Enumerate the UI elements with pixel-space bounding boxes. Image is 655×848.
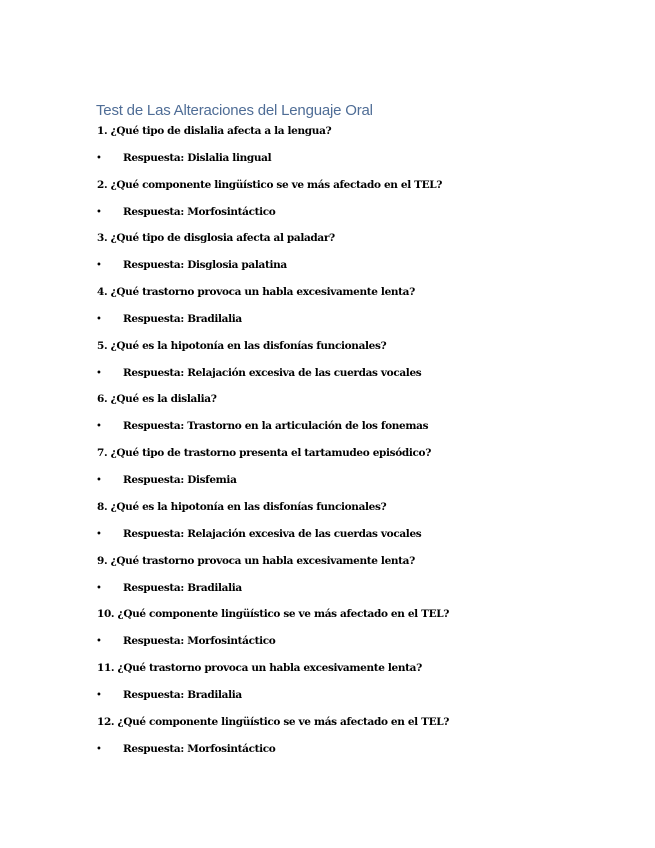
bullet-icon: • [96,206,102,218]
page-title: Test de Las Alteraciones del Lenguaje Oral [96,102,373,119]
question-text: 6. ¿Qué es la dislalia? [97,393,217,406]
answer-text: Respuesta: Disfemia [123,474,237,487]
bullet-icon: • [96,689,102,701]
bullet-icon: • [96,153,102,164]
answer-text: Respuesta: Trastorno en la articulación de los fonemas [123,420,429,433]
answer-text: Respuesta: Relajación excesiva de las cuerdas vocales [123,366,422,379]
list-item-3 [0,232,655,286]
answer-bullet-item [0,152,655,165]
list-item-6 [0,393,655,447]
answer-text: Respuesta: Bradilalia [123,581,242,594]
answer-bullet-item [0,206,655,219]
question-text: 4. ¿Qué trastorno provoca un habla excesivamente lenta? [97,286,415,299]
answer-text: Respuesta: Bradilalia [123,688,242,701]
answer-bullet-item [0,259,655,272]
answer-bullet-item [0,689,655,702]
answer-text: Respuesta: Disglosia palatina [123,259,287,272]
answer-text: Respuesta: Dislalia lingual [123,152,272,164]
list-item-7 [0,447,655,501]
question-text: 5. ¿Qué es la hipotonía en las disfonías funcionales? [97,339,387,352]
bullet-icon: • [96,367,102,379]
answer-bullet-item [0,367,655,380]
question-text: 9. ¿Qué trastorno provoca un habla excesivamente lenta? [97,554,415,567]
answer-bullet-item [0,420,655,433]
bullet-icon: • [96,314,102,326]
question-text: 2. ¿Qué componente lingüístico se ve más afectado en el TEL? [97,178,443,191]
list-item-2 [0,179,655,233]
list-item-4 [0,286,655,340]
list-item-8 [0,501,655,555]
answer-bullet-item [0,474,655,487]
answer-text: Respuesta: Morfosintáctico [123,635,276,648]
question-text: 1. ¿Qué tipo de dislalia afecta a la lengua? [97,125,332,137]
bullet-icon: • [96,421,102,433]
question-text: 7. ¿Qué tipo de trastorno presenta el tartamudeo episódico? [97,447,432,460]
answer-bullet-item [0,582,655,595]
bullet-icon: • [96,475,102,487]
list-item-1 [0,125,655,179]
list-item-5 [0,340,655,394]
question-text: 10. ¿Qué componente lingüístico se ve más afectado en el TEL? [97,608,450,621]
list-item-11 [0,662,655,716]
list-item-12 [0,716,655,770]
bullet-icon: • [96,636,102,648]
answer-bullet-item [0,743,655,756]
answer-bullet-item [0,528,655,541]
answer-text: Respuesta: Morfosintáctico [123,742,276,755]
answer-text: Respuesta: Relajación excesiva de las cuerdas vocales [123,527,422,540]
question-list [0,125,655,769]
bullet-icon: • [96,260,102,272]
list-item-9 [0,555,655,609]
question-text: 11. ¿Qué trastorno provoca un habla excesivamente lenta? [97,661,422,674]
question-text: 8. ¿Qué es la hipotonía en las disfonías funcionales? [97,500,387,513]
bullet-icon: • [96,528,102,540]
bullet-icon: • [96,743,102,755]
answer-text: Respuesta: Morfosintáctico [123,205,276,218]
question-text: 3. ¿Qué tipo de disglosia afecta al paladar? [97,232,335,245]
bullet-icon: • [96,582,102,594]
question-text: 12. ¿Qué componente lingüístico se ve más afectado en el TEL? [97,715,450,728]
list-item-10 [0,608,655,662]
answer-bullet-item [0,313,655,326]
answer-text: Respuesta: Bradilalia [123,313,242,326]
answer-bullet-item [0,635,655,648]
